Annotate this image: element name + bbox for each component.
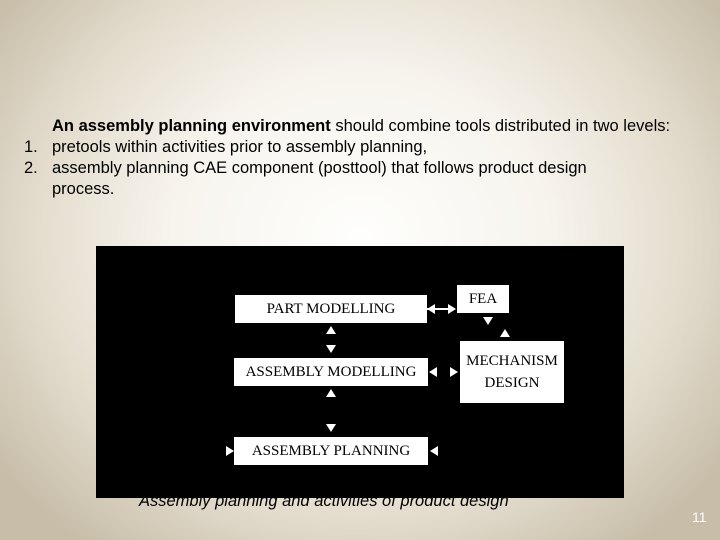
intro-paragraph — [52, 116, 682, 137]
list-text: pretools within activities prior to assembly planning, — [52, 138, 428, 156]
arrow-right-icon — [450, 367, 458, 377]
fea-box: FEA — [457, 285, 509, 313]
arrow-down-icon — [326, 345, 336, 353]
list-number: 1. — [24, 138, 38, 156]
assembly-planning-box: ASSEMBLY PLANNING — [234, 437, 428, 465]
arrow-up-icon — [326, 389, 336, 397]
levels-list — [0, 137, 700, 200]
list-item — [0, 158, 652, 200]
part-modelling-box: PART MODELLING — [235, 295, 427, 323]
list-number: 2. — [24, 159, 38, 177]
arrow-right-icon — [226, 446, 234, 456]
arrow-down-icon — [326, 424, 336, 432]
intro-rest: should combine tools distributed in two levels: — [330, 117, 671, 135]
arrow-right-icon — [448, 304, 456, 314]
arrow-up-icon — [500, 329, 510, 337]
arrow-up-icon — [326, 326, 336, 334]
intro-emphasis: An assembly planning environment — [52, 117, 331, 135]
design-activities-diagram — [96, 246, 624, 498]
list-item — [0, 137, 652, 158]
arrow-left-icon — [429, 367, 437, 377]
page-number: 11 — [692, 509, 707, 525]
arrow-left-icon — [427, 304, 435, 314]
arrow-down-icon — [483, 317, 493, 325]
arrow-left-icon — [430, 446, 438, 456]
list-text: assembly planning CAE component (posttool) that follows product design process. — [52, 159, 587, 198]
mechanism-design-box: MECHANISM DESIGN — [460, 341, 564, 403]
figure-caption: Assembly planning and activities of product design — [139, 492, 509, 510]
slide-body — [0, 116, 700, 200]
assembly-modelling-box: ASSEMBLY MODELLING — [234, 358, 428, 386]
